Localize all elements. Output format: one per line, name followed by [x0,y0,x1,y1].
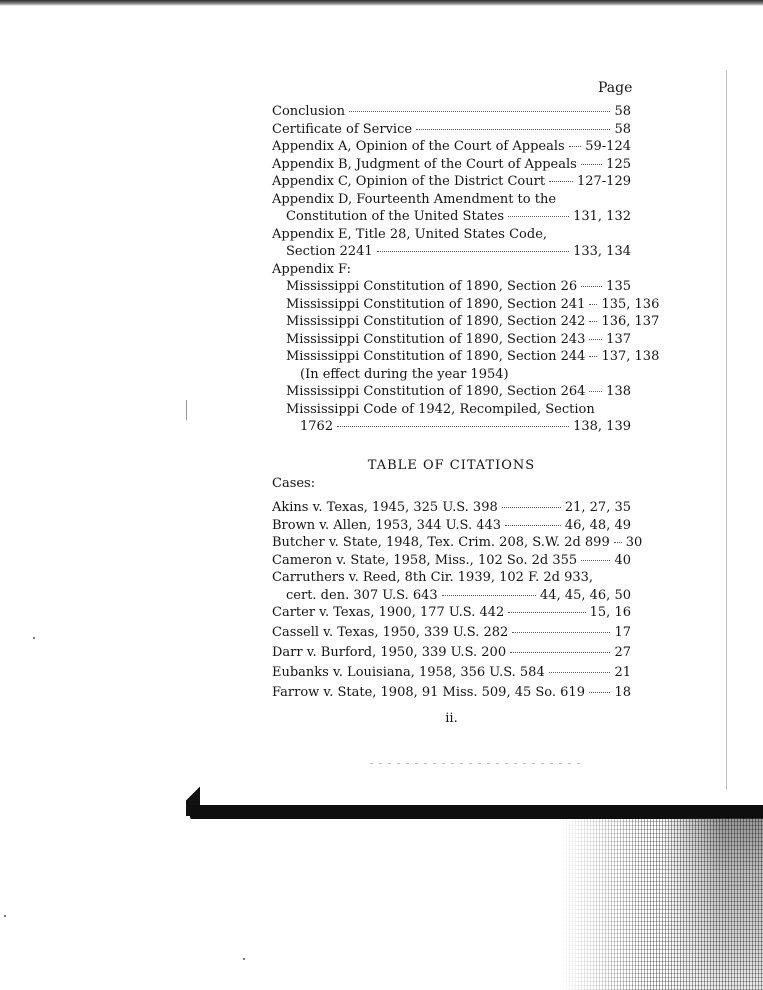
scan-speck [4,915,6,917]
toc-entry: Appendix F: [272,262,351,277]
toc-entry: Mississippi Constitution of 1890, Section 243 137 [286,332,631,347]
toc-entry: Appendix A, Opinion of the Court of Appeals 59-124 [272,139,631,154]
toc-entry: Mississippi Constitution of 1890, Section 242 136, 137 [286,314,660,329]
case-entry: Cassell v. Texas, 1950, 339 U.S. 282 17 [272,625,631,640]
toc-entry: Conclusion 58 [272,104,631,119]
toc-entry: Appendix B, Judgment of the Court of Appeals 125 [272,157,631,172]
toc-entry: Section 2241 133, 134 [286,244,631,259]
toc-entry: Mississippi Constitution of 1890, Section 241 135, 136 [286,297,660,312]
faint-print-marks [370,763,580,764]
case-entry: Farrow v. State, 1908, 91 Miss. 509, 45 So. 619 18 [272,685,631,700]
case-entry: Carter v. Texas, 1900, 177 U.S. 442 15, 16 [272,605,631,620]
toc-entry: Mississippi Constitution of 1890, Section 26 135 [286,279,631,294]
case-entry: Cameron v. State, 1958, Miss., 102 So. 2d 355 40 [272,553,631,568]
scan-noise [560,818,763,990]
case-entry: Akins v. Texas, 1945, 325 U.S. 398 21, 27, 35 [272,500,631,515]
scan-top-edge [0,0,763,6]
citations-heading: TABLE OF CITATIONS [367,458,536,473]
scan-dark-band [190,805,763,819]
toc-entry: 1762 138, 139 [300,419,631,434]
page-column-heading: Page [598,80,633,96]
page-number: ii. [445,711,458,726]
case-entry: Carruthers v. Reed, 8th Cir. 1939, 102 F. 2d 933, [272,570,594,585]
toc-entry: Appendix C, Opinion of the District Court 127-129 [272,174,631,189]
case-entry: Brown v. Allen, 1953, 344 U.S. 443 46, 48, 49 [272,518,631,533]
toc-entry: (In effect during the year 1954) [300,367,509,382]
toc-entry: Mississippi Constitution of 1890, Section 264 138 [286,384,631,399]
scan-right-edge [726,70,727,790]
toc-entry: Constitution of the United States 131, 132 [286,209,631,224]
case-entry: Darr v. Burford, 1950, 339 U.S. 200 27 [272,645,631,660]
scan-speck [243,958,245,960]
toc-entry: Certificate of Service 58 [272,122,631,137]
toc-entry: Appendix E, Title 28, United States Code, [272,227,548,242]
case-entry: cert. den. 307 U.S. 643 44, 45, 46, 50 [286,588,631,603]
cases-label: Cases: [272,476,316,491]
toc-entry: Mississippi Code of 1942, Recompiled, Section [286,402,595,417]
toc-entry: Mississippi Constitution of 1890, Section 244 137, 138 [286,349,660,364]
toc-entry: Appendix D, Fourteenth Amendment to the [272,192,557,207]
case-entry: Butcher v. State, 1948, Tex. Crim. 208, S.W. 2d 899 30 [272,535,643,550]
scan-speck [33,637,35,639]
scan-left-mark [186,400,187,420]
case-entry: Eubanks v. Louisiana, 1958, 356 U.S. 584 21 [272,665,631,680]
